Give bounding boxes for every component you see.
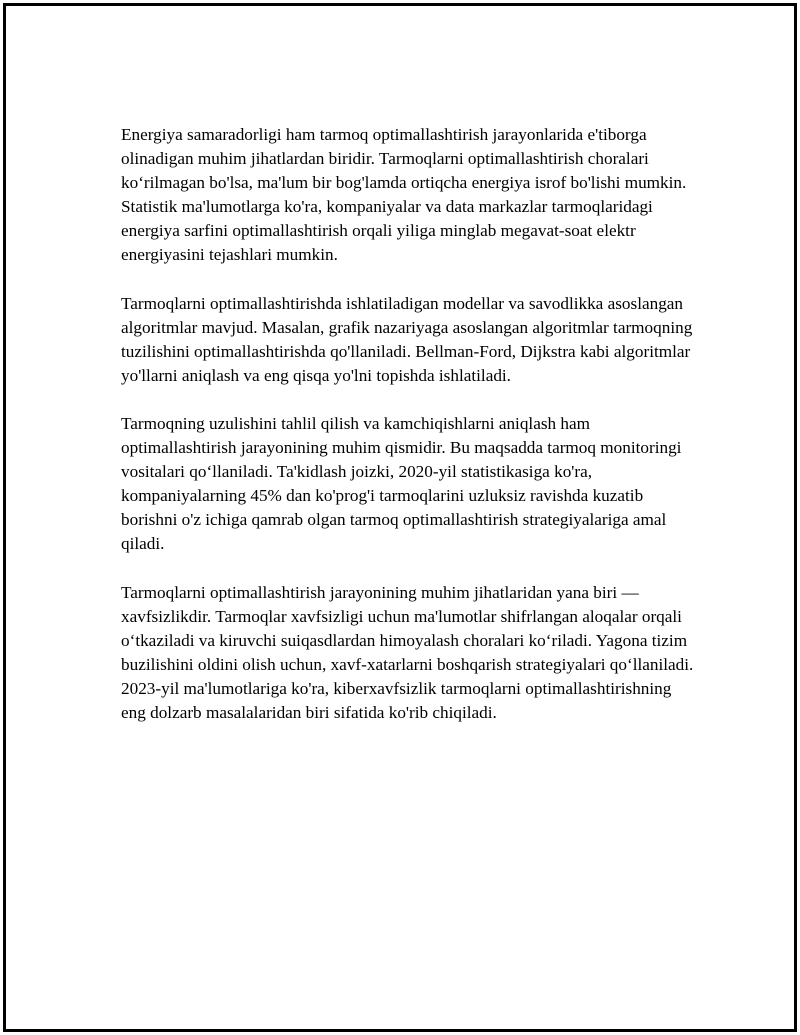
paragraph-energy-efficiency: Energiya samaradorligi ham tarmoq optimallashtirish jarayonlarida e'tiborga olinadigan muhim jihatlardan biridir. Tarmoqlarni optimallashtirish choralari ko‘rilmagan bo'lsa, ma'lum bir bog'lamda ortiqcha energiya isrof bo'lishi mumkin. Statistik ma'lumotlarga ko'ra, kompaniyalar va data markazlar tarmoqlaridagi energiya sarfini optimallashtirish orqali yiliga minglab megavat-soat elektr energiyasini tejashlari mumkin. xyxy=(121,125,687,265)
page-frame xyxy=(3,3,797,1032)
paragraph-monitoring: Tarmoqning uzulishini tahlil qilish va kamchiqishlarni aniqlash ham optimallashtirish jarayonining muhim qismidir. Bu maqsadda tarmoq monitoringi vositalari qo‘llaniladi. Ta'kidlash joizki, 2020-yil statistikasiga ko'ra, kompaniyalarning 45% dan ko'prog'i tarmoqlarini uzluksiz ravishda kuzatib borishni o'z ichiga qamrab olgan tarmoq optimallashtirish strategiyalariga amal qiladi. xyxy=(121,413,682,554)
paragraph-security: Tarmoqlarni optimallashtirish jarayonining muhim jihatlaridan yana biri — xavfsizlikdir. Tarmoqlar xavfsizligi uchun ma'lumotlar shifrlangan aloqalar orqali o‘tkaziladi va kiruvchi suiqasdlardan himoyalash choralari ko‘riladi. Yagona tizim buzilishini oldini olish uchun, xavf-xatarlarni boshqarish strategiyalari qo‘llaniladi. 2023-yil ma'lumotlariga ko'ra, kiberxavfsizlik tarmoqlarni optimallashtirishning eng dolzarb masalalaridan biri sifatida ko'rib chiqiladi. xyxy=(121,582,694,722)
paragraph-algorithms: Tarmoqlarni optimallashtirishda ishlatiladigan modellar va savodlikka asoslangan algoritmlar mavjud. Masalan, grafik nazariyaga asoslangan algoritmlar tarmoqning tuzilishini optimallashtirishda qo'llaniladi. Bellman-Ford, Dijkstra kabi algoritmlar yo'llarni aniqlash va eng qisqa yo'lni topishda ishlatiladi. xyxy=(121,293,693,385)
document-body xyxy=(121,123,699,749)
